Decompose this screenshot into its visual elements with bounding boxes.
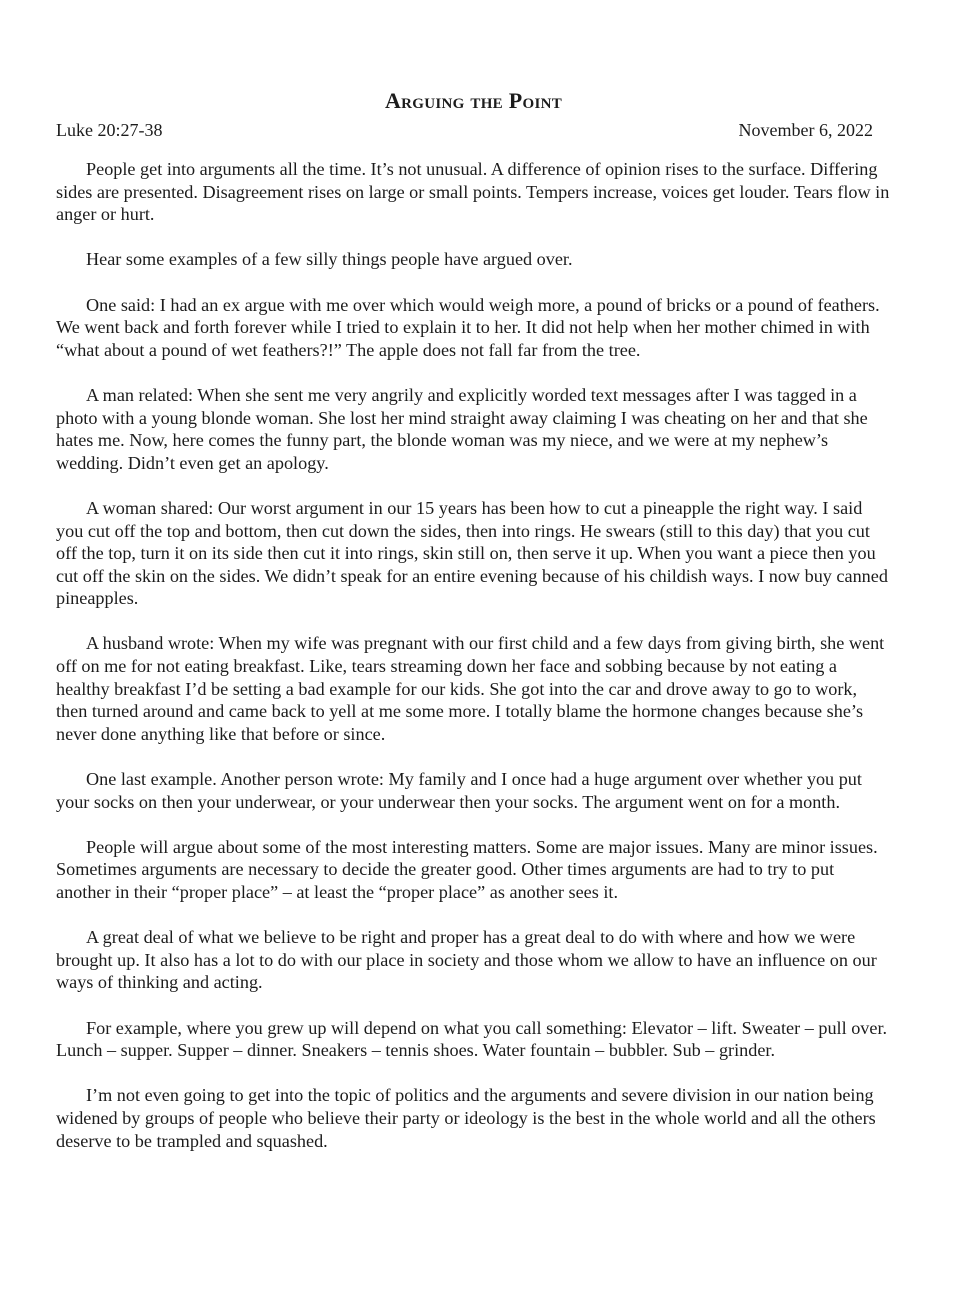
page-title: Arguing the Point — [384, 88, 563, 113]
document-body — [56, 158, 891, 1152]
paragraph: A great deal of what we believe to be right and proper has a great deal to do with where and how we were brought up. It also has a lot to do with our place in society and those whom we allow to have an influence on our ways of thinking and acting. — [56, 927, 877, 993]
paragraph: Hear some examples of a few silly things people have argued over. — [86, 249, 573, 270]
paragraph: A man related: When she sent me very angrily and explicitly worded text messages after I was tagged in a photo with a young blonde woman. She lost her mind straight away claiming I was cheating on her and that she hates me. Now, here comes the funny part, the blonde woman was my niece, and we were at my nephew’s wedding. Didn’t even get an apology. — [56, 384, 868, 473]
document-meta — [56, 118, 891, 142]
scripture-reference: Luke 20:27-38 — [56, 120, 163, 140]
paragraph: A husband wrote: When my wife was pregnant with our first child and a few days from giving birth, she went off on me for not eating breakfast. Like, tears streaming down her face and sobbing because by not eating a healthy breakfast I’d be setting a bad example for our kids. She got into the car and drove away to go to work, then turned around and came back to yell at me some more. I totally blame the hormone changes because she’s never done anything like that before or since. — [56, 633, 885, 744]
paragraph: One last example. Another person wrote: My family and I once had a huge argument over whether you put your socks on then your underwear, or your underwear then your socks. The argument went on for a month. — [56, 769, 862, 812]
paragraph: For example, where you grew up will depend on what you call something: Elevator – lift. Sweater – pull over. Lunch – supper. Supper – dinner. Sneakers – tennis shoes. Water fountain – bubbler. Sub – grinder. — [56, 1017, 888, 1061]
document-page — [56, 86, 891, 1175]
paragraph: I’m not even going to get into the topic of politics and the arguments and severe division in our nation being widened by groups of people who believe their party or ideology is the best in the whole world and all the others deserve to be trampled and squashed. — [56, 1085, 876, 1151]
sermon-date: November 6, 2022 — [738, 120, 873, 140]
paragraph: People will argue about some of the most interesting matters. Some are major issues. Many are minor issues. Sometimes arguments are necessary to decide the greater good. Other times arguments are had to try to put another in their “proper place” – at least the “proper place” as another sees it. — [56, 836, 878, 902]
paragraph: A woman shared: Our worst argument in our 15 years has been how to cut a pineapple the right way. I said you cut off the top and bottom, then cut down the sides, then into rings. He swears (still to this day) that you cut off the top, turn it on its side then cut it into rings, skin still on, then serve it up. When you want a piece then you cut off the skin on the sides. We didn’t speak for an entire evening because of his childish ways. I now buy canned pineapples. — [56, 497, 888, 609]
paragraph: People get into arguments all the time. It’s not unusual. A difference of opinion rises to the surface. Differing sides are presented. Disagreement rises on large or small points. Tempers increase, voices get louder. Tears flow in anger or hurt. — [56, 159, 890, 225]
paragraph: One said: I had an ex argue with me over which would weigh more, a pound of bricks or a pound of feathers. We went back and forth forever while I tried to explain it to her. It did not help when her mother chimed in with “what about a pound of wet feathers?!” The apple does not fall far from the tree. — [56, 294, 880, 360]
